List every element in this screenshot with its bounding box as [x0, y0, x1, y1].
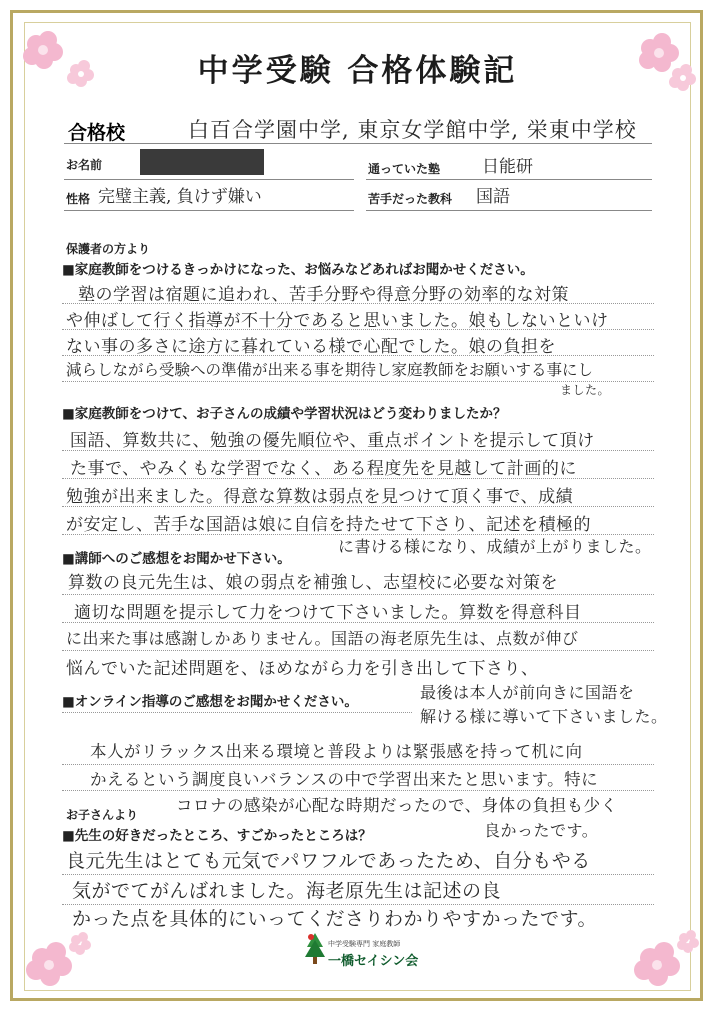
answer-rule — [62, 764, 654, 765]
answer-4-line-4: 良かったです。 — [484, 821, 599, 840]
question-3: ■講師へのご感想をお聞かせ下さい。 — [62, 551, 291, 567]
question-5: ■先生の好きだったところ、すごかったところは？ — [62, 828, 372, 844]
school-underline — [64, 143, 652, 144]
school-label: 合格校 — [68, 122, 126, 144]
answer-rule — [62, 874, 654, 875]
answer-rule — [62, 506, 654, 507]
answer-3-line-2: 適切な問題を提示して力をつけて下さいました。算数を得意科目 — [74, 603, 582, 623]
cram-value: 日能研 — [482, 157, 533, 177]
answer-rule — [62, 303, 654, 304]
child-section-label: お子さんより — [66, 808, 139, 822]
answer-2-line-3: 勉強が出来ました。得意な算数は弱点を見つけて頂く事で、成績 — [66, 487, 574, 507]
answer-5-line-3: かった点を具体的にいってくださりわかりやすかったです。 — [72, 908, 597, 930]
answer-2-line-5: に書ける様になり、成績が上がりました。 — [338, 537, 652, 556]
personality-underline — [64, 210, 354, 211]
answer-rule — [62, 478, 654, 479]
cram-label: 通っていた塾 — [368, 162, 441, 176]
weak-subject-label: 苦手だった教科 — [368, 192, 453, 206]
personality-value: 完璧主義, 負けず嫌い — [98, 187, 262, 207]
weak-subject-value: 国語 — [476, 187, 510, 207]
answer-rule — [62, 712, 412, 713]
cram-underline — [366, 179, 652, 180]
answer-1-line-5: ました。 — [560, 383, 611, 397]
answer-rule — [62, 355, 654, 356]
answer-1-line-1: 塾の学習は宿題に追われ、苦手分野や得意分野の効率的な対策 — [78, 285, 570, 305]
answer-2-line-2: た事で、やみくもな学習でなく、ある程度先を見越して計画的に — [70, 459, 577, 479]
answer-rule — [62, 650, 654, 651]
question-1: ■家庭教師をつけるきっかけになった、お悩みなどあればお聞かせください。 — [62, 262, 534, 278]
answer-rule — [62, 790, 654, 791]
personality-label: 性格 — [66, 192, 91, 206]
answer-3-line-3: に出来た事は感謝しかありません。国語の海老原先生は、点数が伸び — [66, 629, 579, 648]
answer-rule — [62, 329, 654, 330]
logo-tagline: 中学受験専門 家庭教師 — [328, 940, 401, 948]
logo-name: 一橋セイシン会 — [328, 954, 419, 969]
tree-logo-icon — [304, 931, 326, 965]
answer-4-line-2: かえるという調度良いバランスの中で学習出来たと思います。特に — [90, 770, 599, 789]
name-underline — [64, 179, 354, 180]
name-label: お名前 — [66, 158, 103, 172]
weak-subject-underline — [366, 210, 652, 211]
answer-3-line-6: 解ける様に導いて下さいました。 — [420, 707, 668, 726]
answer-3-line-1: 算数の良元先生は、娘の弱点を補強し、志望校に必要な対策を — [68, 573, 558, 593]
answer-2-line-4: が安定し、苦手な国語は娘に自信を持たせて下さり、記述を積極的 — [66, 515, 591, 535]
answer-4-line-3: コロナの感染が心配な時期だったので、身体の負担も少く — [176, 796, 618, 815]
answer-5-line-1: 良元先生はとても元気でパワフルであったため、自分もやる — [66, 850, 591, 872]
answer-3-line-5: 最後は本人が前向きに国語を — [420, 683, 635, 702]
guardian-section-label: 保護者の方より — [66, 242, 151, 256]
answer-3-line-4: 悩んでいた記述問題を、ほめながら力を引き出して下さり、 — [66, 659, 539, 679]
answer-rule — [62, 622, 654, 623]
answer-1-line-4: 減らしながら受験への準備が出来る事を期待し家庭教師をお願いする事にし — [66, 361, 594, 379]
question-2: ■家庭教師をつけて、お子さんの成績や学習状況はどう変わりましたか？ — [62, 406, 507, 422]
answer-2-line-1: 国語、算数共に、勉強の優先順位や、重点ポイントを提示して頂け — [70, 431, 595, 451]
answer-5-line-2: 気がでてがんばれました。海老原先生は記述の良 — [72, 880, 502, 902]
answer-rule — [62, 594, 654, 595]
name-redaction — [140, 149, 264, 175]
question-4: ■オンライン指導のご感想をお聞かせください。 — [62, 694, 358, 710]
answer-1-line-2: や伸ばして行く指導が不十分であると思いました。娘もしないといけ — [66, 311, 609, 331]
answer-rule — [62, 450, 654, 451]
answer-1-line-3: ない事の多さに途方に暮れている様で心配でした。娘の負担を — [66, 337, 556, 357]
school-value: 白百合学園中学, 東京女学館中学, 栄東中学校 — [188, 118, 637, 142]
answer-4-line-1: 本人がリラックス出来る環境と普段よりは緊張感を持って机に向 — [90, 742, 583, 761]
page-title: 中学受験 合格体験記 — [197, 53, 518, 89]
